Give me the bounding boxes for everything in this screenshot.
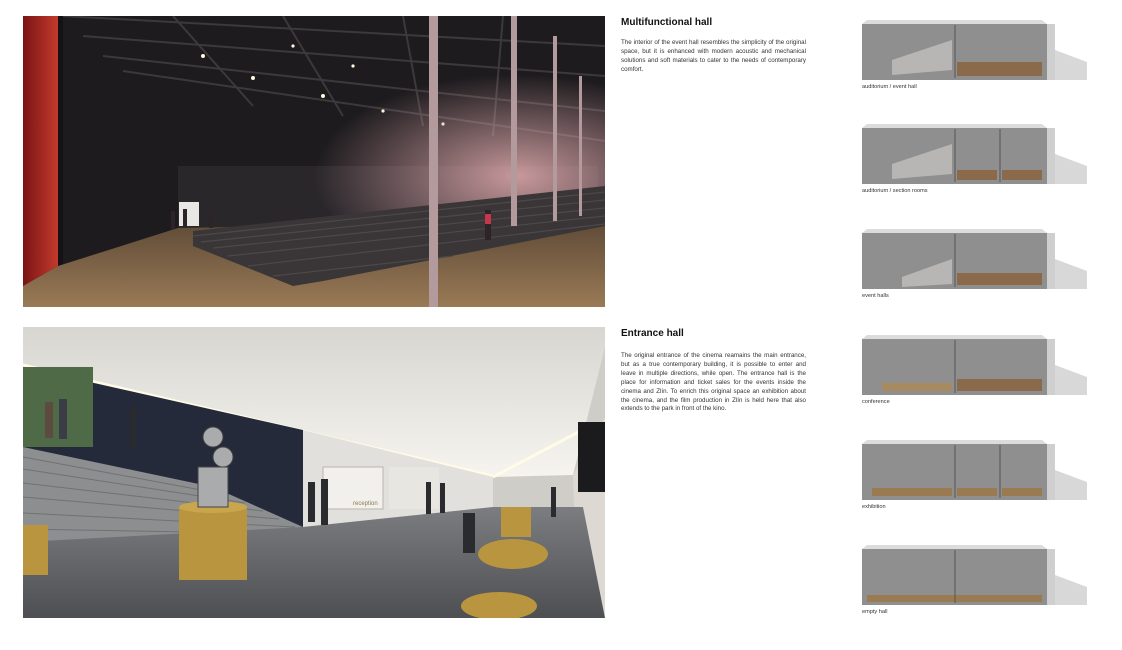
section-title-multifunctional-hall: Multifunctional hall (621, 17, 713, 28)
diagram-conference (862, 335, 1090, 420)
diagram-caption: event halls (862, 293, 889, 299)
event-hall-render (23, 16, 605, 307)
section-text-entrance-hall: The original entrance of the cinema reamains the main entrance, but as a true contemporary building, it is possible to enter and leave in multiple directions, while open. The entrance hall is the place for information and ticket sales for the events inside the cinema and Zlín. To enrich this original space an exhibition about the cinema, and the film production in Zlín is held here that also extends to the park in front of the kino. (621, 352, 806, 413)
diagram-auditorium-section-rooms (862, 124, 1090, 209)
diagram-caption: auditorium / section rooms (862, 188, 928, 194)
entrance-hall-render (23, 327, 605, 618)
diagram-caption: empty hall (862, 609, 888, 615)
section-diagram (862, 124, 1090, 192)
diagram-auditorium-event-hall (862, 20, 1090, 105)
section-diagram (862, 20, 1090, 88)
diagram-caption: conference (862, 399, 890, 405)
reception-sign: reception (353, 501, 378, 507)
diagram-empty-hall (862, 545, 1090, 630)
diagram-caption: auditorium / event hall (862, 84, 917, 90)
section-diagram (862, 545, 1090, 613)
section-title-entrance-hall: Entrance hall (621, 328, 684, 339)
diagram-event-halls (862, 229, 1090, 314)
section-diagram (862, 335, 1090, 403)
section-diagram (862, 440, 1090, 508)
section-text-multifunctional-hall: The interior of the event hall resembles the simplicity of the original space, but it is enhanced with modern acoustic and mechanical solutions and soft materials to cater to the needs of contemporary comfort. (621, 39, 806, 73)
diagram-exhibition (862, 440, 1090, 525)
section-diagram (862, 229, 1090, 297)
diagram-caption: exhibition (862, 504, 886, 510)
